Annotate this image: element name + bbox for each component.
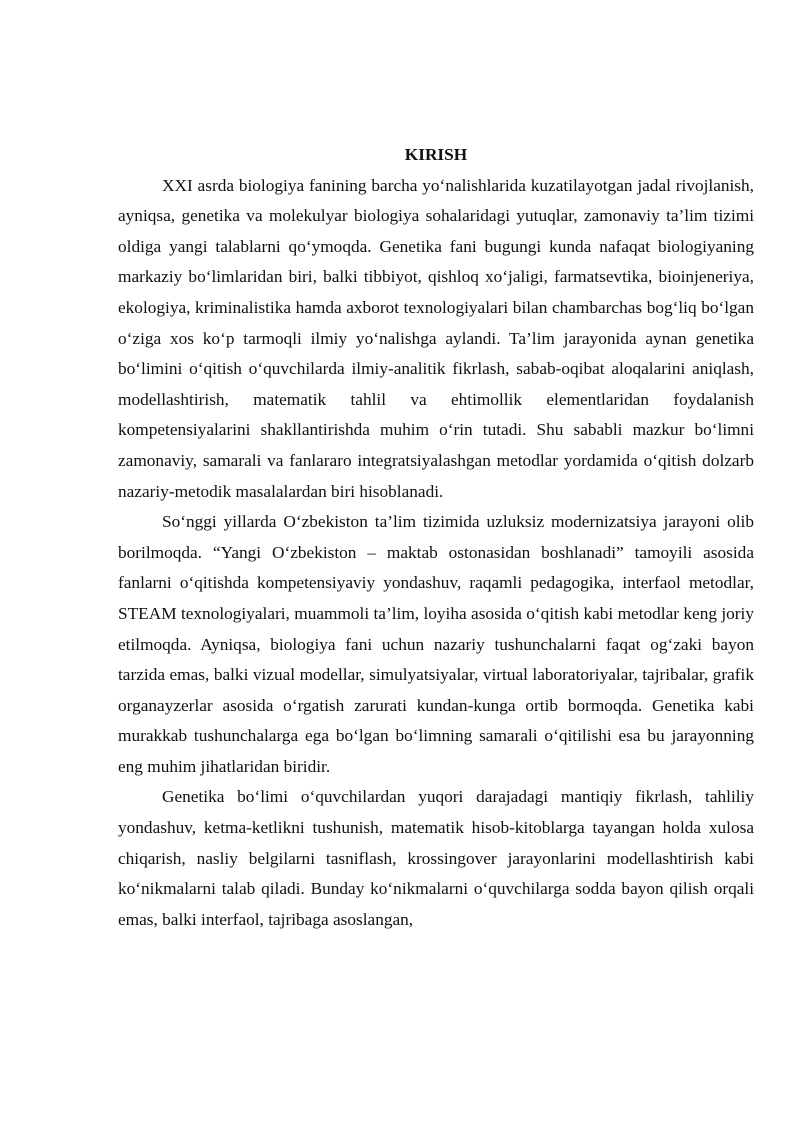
section-heading: KIRISH	[404, 145, 468, 164]
document-body	[118, 140, 754, 935]
paragraph-3: Genetika bo‘limi o‘quvchilardan yuqori darajadagi mantiqiy fikrlash, tahliliy yondashuv, ketma-ketlikni tushunish, matematik hisob-kitoblarga tayangan holda xulosa chiqarish, nasliy belgilarni tasniflash, krossingover jarayonlarini modellashtirish kabi ko‘nikmalarni talab qiladi. Bunday ko‘nikmalarni o‘quvchilarga sodda bayon qilish orqali emas, balki interfaol, tajribaga asoslangan,	[118, 787, 754, 929]
paragraph-2: So‘nggi yillarda O‘zbekiston ta’lim tizimida uzluksiz modernizatsiya jarayoni olib borilmoqda. “Yangi O‘zbekiston – maktab ostonasidan boshlanadi” tamoyili asosida fanlarni o‘qitishda kompetensiyaviy yondashuv, raqamli pedagogika, interfaol metodlar, STEAM texnologiyalari, muammoli ta’lim, loyiha asosida o‘qitish kabi metodlar keng joriy etilmoqda. Ayniqsa, biologiya fani uchun nazariy tushunchalarni faqat og‘zaki bayon tarzida emas, balki vizual modellar, simulyatsiyalar, virtual laboratoriyalar, tajribalar, grafik organayzerlar asosida o‘rgatish zarurati kundan-kunga ortib bormoqda. Genetika kabi murakkab tushunchalarga ega bo‘lgan bo‘limning samarali o‘qitilishi esa bu jarayonning eng muhim jihatlaridan biridir.	[118, 512, 754, 776]
paragraph-1: XXI asrda biologiya fanining barcha yo‘nalishlarida kuzatilayotgan jadal rivojlanish, ayniqsa, genetika va molekulyar biologiya sohalaridagi yutuqlar, zamonaviy ta’lim tizimi oldiga yangi talablarni qo‘ymoqda. Genetika fani bugungi kunda nafaqat biologiyaning markaziy bo‘limlaridan biri, balki tibbiyot, qishloq xo‘jaligi, farmatsevtika, bioinjeneriya, ekologiya, kriminalistika hamda axborot texnologiyalari bilan chambarchas bog‘liq bo‘lgan o‘ziga xos ko‘p tarmoqli ilmiy yo‘nalishga aylandi. Ta’lim jarayonida aynan genetika bo‘limini o‘qitish o‘quvchilarda ilmiy-analitik fikrlash, sabab-oqibat aloqalarini aniqlash, modellashtirish, matematik tahlil va ehtimollik elementlaridan foydalanish kompetensiyalarini shakllantirishda muhim o‘rin tutadi. Shu sababli mazkur bo‘limni zamonaviy, samarali va fanlararo integratsiyalashgan metodlar yordamida o‘qitish dolzarb nazariy-metodik masalalardan biri hisoblanadi.	[118, 175, 754, 501]
